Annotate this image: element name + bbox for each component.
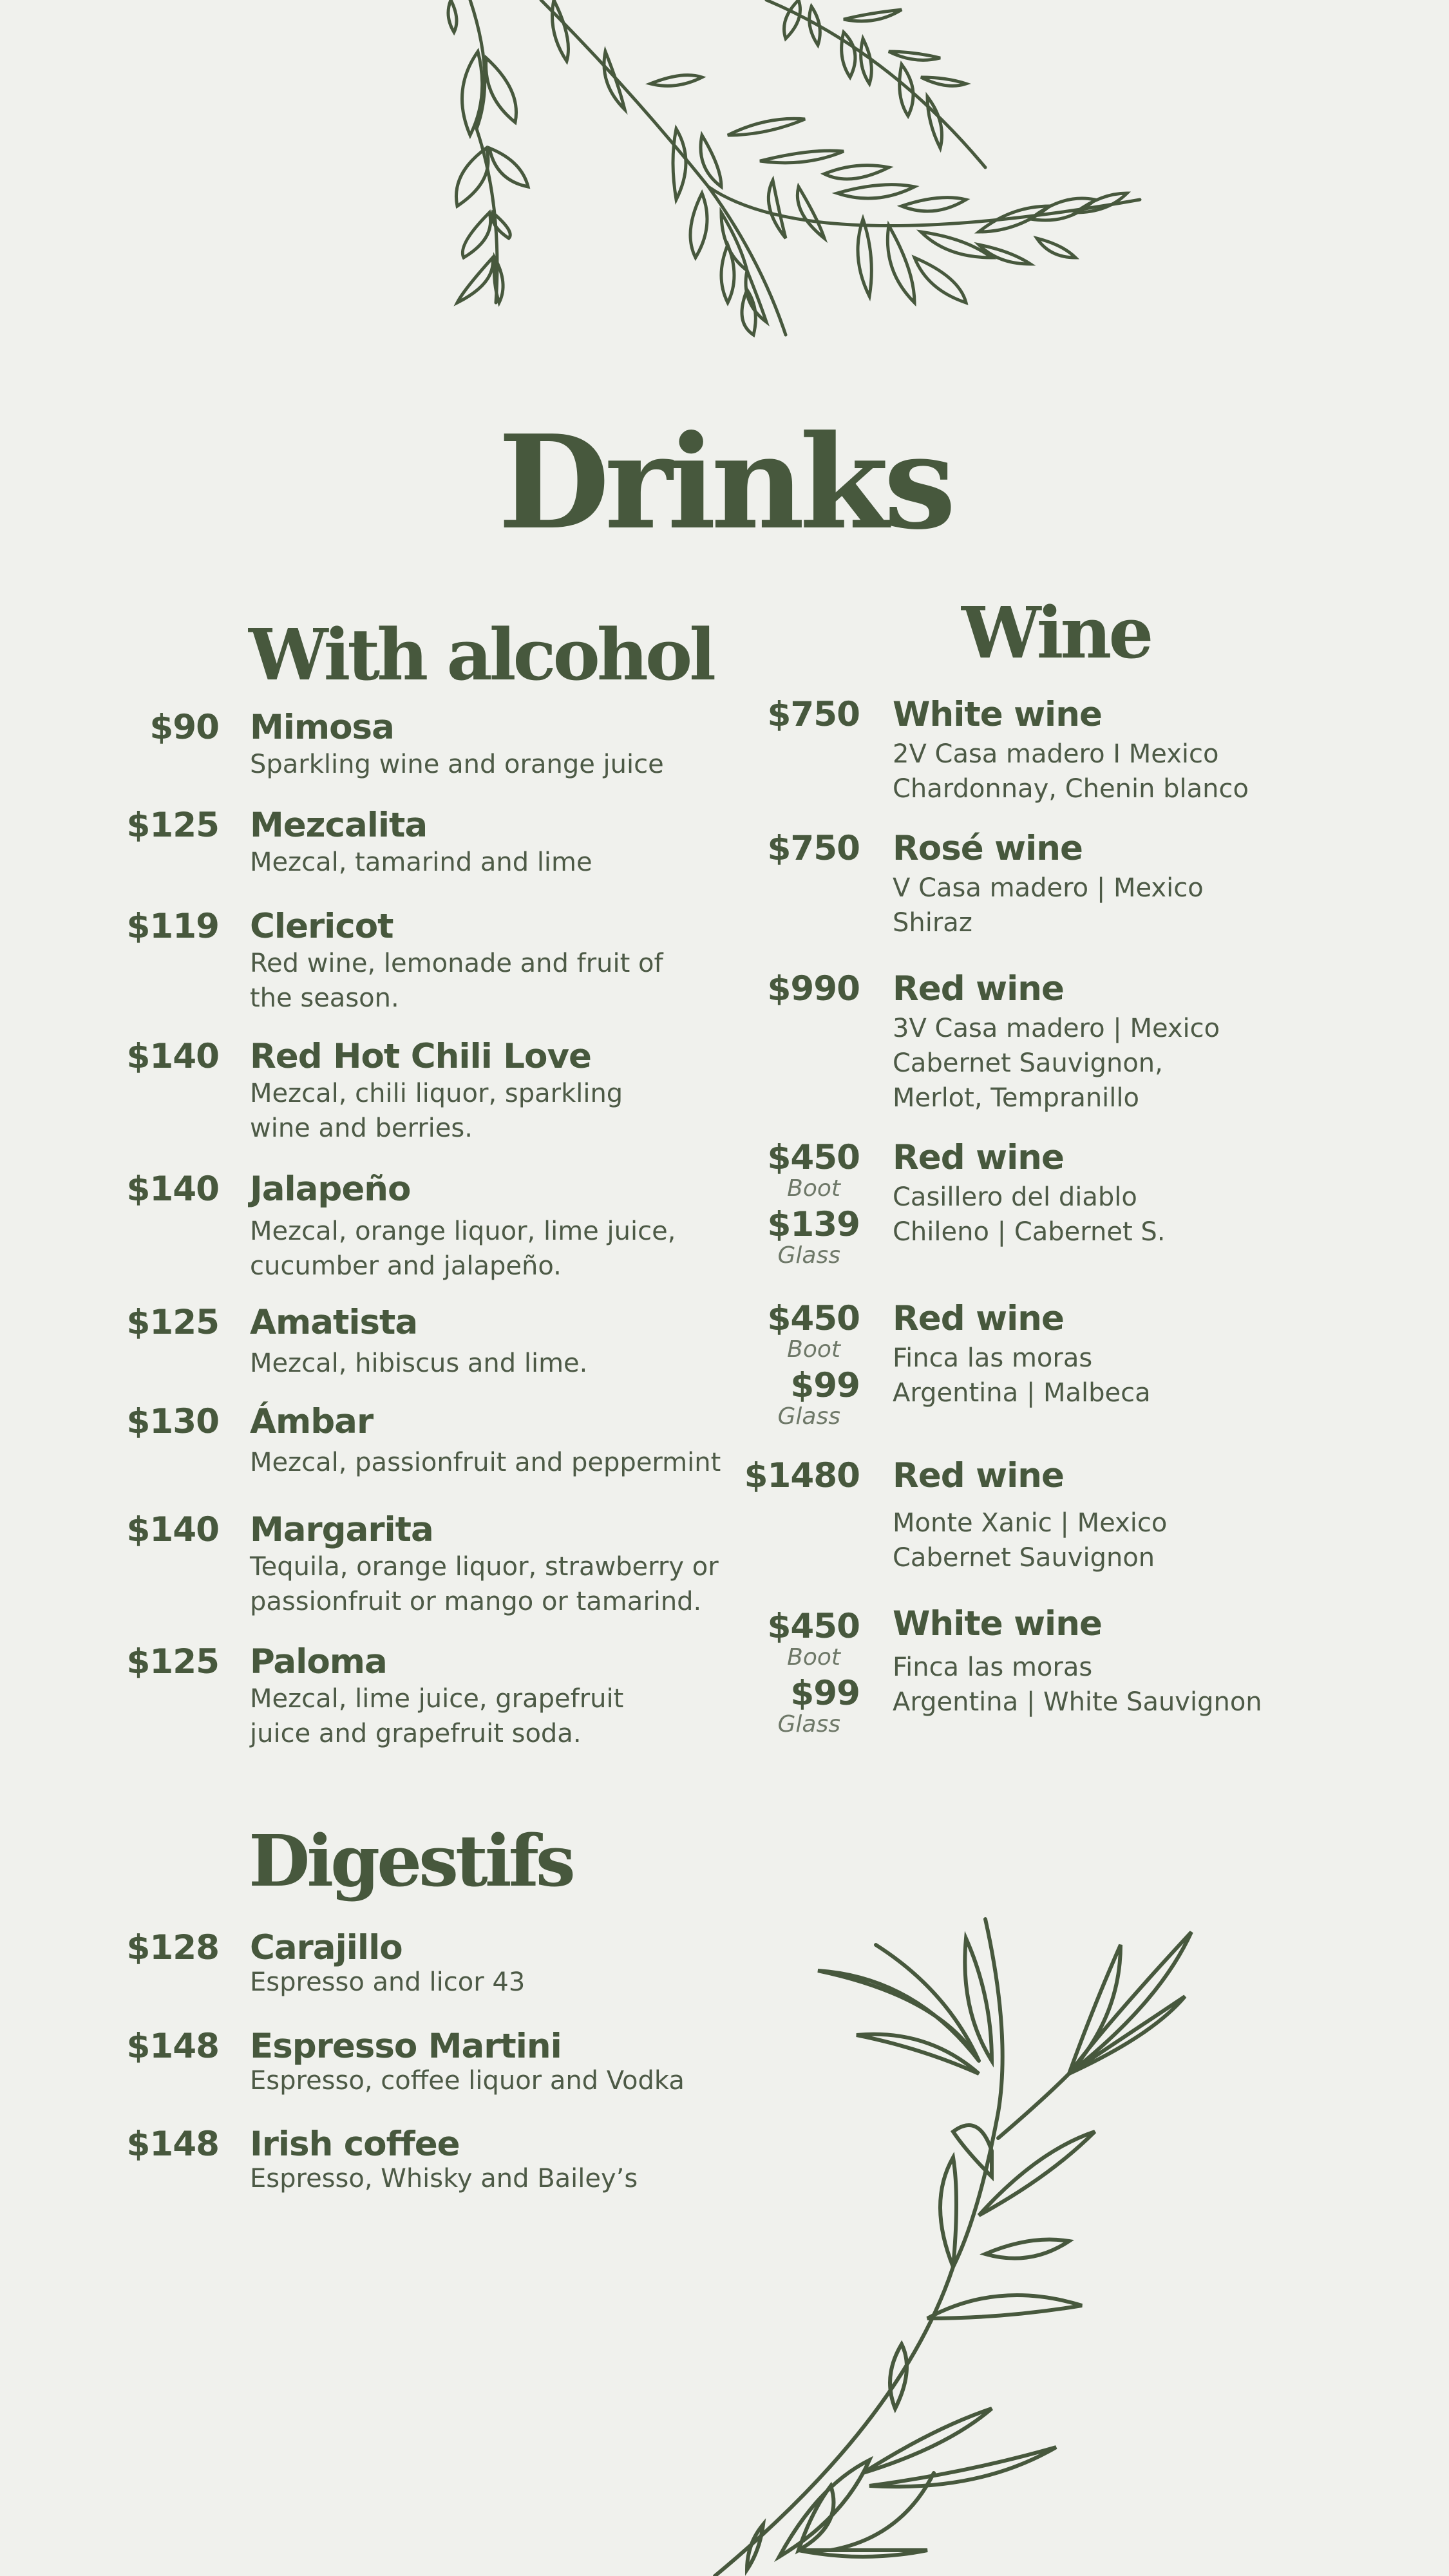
item-price-glass: $99: [790, 1674, 860, 1713]
item-name: Jalapeño: [250, 1170, 411, 1209]
item-name: Rosé wine: [893, 829, 1083, 868]
item-name: Irish coffee: [250, 2125, 460, 2164]
item-description: V Casa madero | Mexico Shiraz: [893, 873, 1204, 938]
item-price: $125: [126, 806, 219, 845]
item-price-glass: $139: [767, 1205, 860, 1244]
item-description: Mezcal, orange liquor, lime juice, cucumber and jalapeño.: [250, 1217, 676, 1281]
item-price-glass-label: Glass: [777, 1242, 840, 1269]
item-name: Red wine: [893, 1299, 1064, 1338]
item-price-boot: $450: [767, 1299, 860, 1338]
item-name: Red Hot Chili Love: [250, 1037, 591, 1076]
item-name: Espresso Martini: [250, 2027, 562, 2066]
item-price: $119: [126, 907, 219, 946]
item-description: Mezcal, tamarind and lime: [250, 848, 592, 877]
item-price-boot: $450: [767, 1607, 860, 1646]
section-title-wine: Wine: [961, 591, 1151, 674]
item-name: Carajillo: [250, 1928, 402, 1967]
item-description: Tequila, orange liquor, strawberry or passionfruit or mango or tamarind.: [250, 1552, 719, 1616]
item-price: $750: [767, 695, 860, 734]
item-description: Monte Xanic | Mexico Cabernet Sauvignon: [893, 1508, 1168, 1573]
item-price-glass-label: Glass: [777, 1403, 840, 1430]
section-title-with-alcohol: With alcohol: [249, 613, 714, 696]
item-description: 3V Casa madero | Mexico Cabernet Sauvignon, Merlot, Tempranillo: [893, 1014, 1220, 1113]
item-name: Amatista: [250, 1303, 418, 1342]
item-price: $140: [126, 1037, 219, 1076]
item-price-boot-label: Boot: [787, 1644, 840, 1671]
page-title: Drinks: [498, 407, 951, 558]
item-price-glass: $99: [790, 1366, 860, 1405]
item-price-boot-label: Boot: [787, 1175, 840, 1202]
item-name: Red wine: [893, 1456, 1064, 1495]
item-description: Casillero del diablo Chileno | Cabernet S.: [893, 1182, 1166, 1247]
item-name: Mezcalita: [250, 806, 428, 845]
item-description: Espresso and licor 43: [250, 1967, 526, 1997]
leaf-branch-top-icon: [425, 0, 1159, 348]
item-price-glass-label: Glass: [777, 1711, 840, 1738]
item-name: Ámbar: [250, 1402, 374, 1441]
item-price: $125: [126, 1303, 219, 1342]
item-description: Red wine, lemonade and fruit of the season.: [250, 949, 663, 1013]
item-description: Espresso, coffee liquor and Vodka: [250, 2066, 685, 2096]
item-price: $130: [126, 1402, 219, 1441]
item-description: Mezcal, passionfruit and peppermint: [250, 1448, 721, 1477]
item-price: $125: [126, 1642, 219, 1681]
item-price: $140: [126, 1170, 219, 1209]
item-price: $1480: [744, 1456, 860, 1495]
item-price: $148: [126, 2125, 219, 2164]
item-description: Mezcal, chili liquor, sparkling wine and berries.: [250, 1079, 623, 1143]
item-price: $90: [149, 708, 219, 747]
item-price-boot-label: Boot: [787, 1336, 840, 1363]
item-name: Red wine: [893, 1138, 1064, 1177]
item-name: Margarita: [250, 1510, 433, 1549]
item-price: $128: [126, 1928, 219, 1967]
section-title-digestifs: Digestifs: [249, 1819, 573, 1902]
item-price: $750: [767, 829, 860, 868]
item-description: Mezcal, hibiscus and lime.: [250, 1349, 588, 1378]
item-price: $140: [126, 1510, 219, 1549]
item-name: Paloma: [250, 1642, 387, 1681]
leaf-branch-bottom-icon: [708, 1906, 1224, 2576]
item-description: Mezcal, lime juice, grapefruit juice and grapefruit soda.: [250, 1684, 624, 1748]
item-name: Mimosa: [250, 708, 394, 747]
item-description: Sparkling wine and orange juice: [250, 750, 664, 779]
item-name: Clericot: [250, 907, 393, 946]
item-price: $990: [767, 969, 860, 1009]
item-description: Finca las moras Argentina | Malbeca: [893, 1343, 1151, 1408]
item-name: Red wine: [893, 969, 1064, 1009]
item-description: 2V Casa madero I Mexico Chardonnay, Chenin blanco: [893, 739, 1249, 804]
item-price-boot: $450: [767, 1138, 860, 1177]
item-name: White wine: [893, 1604, 1102, 1643]
item-name: White wine: [893, 695, 1102, 734]
item-price: $148: [126, 2027, 219, 2066]
item-description: Espresso, Whisky and Bailey’s: [250, 2164, 638, 2193]
item-description: Finca las moras Argentina | White Sauvignon: [893, 1653, 1262, 1717]
